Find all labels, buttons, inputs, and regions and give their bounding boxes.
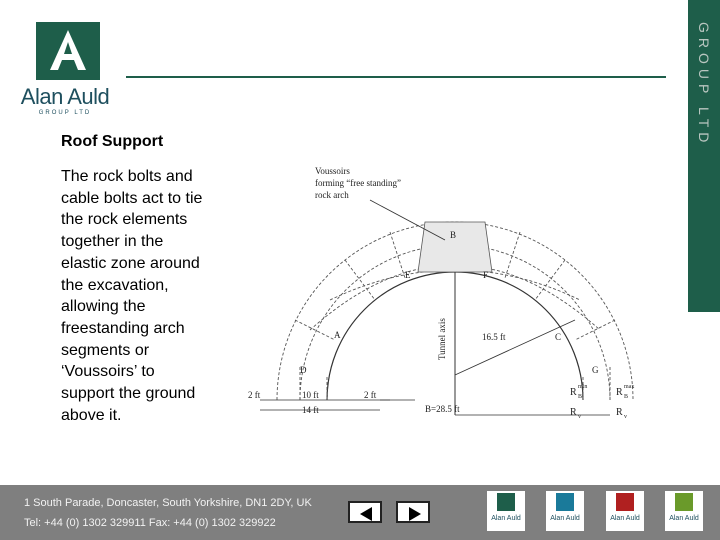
partner-logo-mark [497,493,515,511]
tunnel-axis-label: Tunnel axis [437,318,447,360]
logo-name: Alan Auld [20,84,110,109]
dim-b: B=28.5 ft [425,404,460,414]
footer-phone: Tel: +44 (0) 1302 329911 Fax: +44 (0) 1302 329922 [24,517,276,529]
company-logo [8,20,118,120]
rv-left-sub: v [578,414,581,420]
label-b: B [450,230,457,240]
partner-logo-name: Alan Auld [669,515,699,522]
rb-min-label: R [570,387,577,398]
partner-logo-mark [556,493,574,511]
voussoir-arch-diagram [240,160,680,425]
caption-line-3: rock arch [315,190,349,200]
slide-body: The rock bolts and cable bolts act to tie the rock elements together in the elastic zone around the excavation, allowing the freestanding arch segments or ‘Voussoirs’ to support the ground above it. [61,168,203,424]
partner-logo-4 [665,491,703,531]
radius-label: 16.5 ft [482,332,506,342]
label-c: C [555,332,562,342]
logo-a-icon [36,22,100,80]
label-f: F [483,270,489,280]
partner-logo-name: Alan Auld [550,515,580,522]
previous-slide-button[interactable] [348,501,382,523]
label-a: A [334,330,341,340]
rb-max-sup: max [624,384,635,390]
rb-min-sup: min [578,384,588,390]
arrow-right-icon [409,507,421,521]
partner-logo-2 [546,491,584,531]
header-rule [126,76,666,78]
footer-address: 1 South Parade, Doncaster, South Yorkshire, DN1 2DY, UK [24,497,312,509]
label-g: G [592,365,599,375]
logo-mark [36,22,100,80]
dim-14ft: 14 ft [302,405,319,415]
partner-logo-1 [487,491,525,531]
rb-max-label: R [616,387,623,398]
dim-10ft: 10 ft [302,390,319,400]
dim-2ft-right: 2 ft [364,390,377,400]
partner-logo-name: Alan Auld [610,515,640,522]
rv-right-label: R [616,407,623,418]
rb-max-sub: B [624,394,629,400]
label-d: D [300,365,307,375]
footer [0,485,720,540]
logo-tagline: GROUP LTD [38,110,92,116]
partner-logo-name: Alan Auld [491,515,521,522]
side-band [688,0,720,312]
slide-title: Roof Support [61,133,164,150]
caption-line-2: forming “free standing” [315,178,401,188]
partner-logo-mark [675,493,693,511]
caption-line-1: Voussoirs [315,166,350,176]
partner-logo-mark [616,493,634,511]
label-e: E [405,270,411,280]
partner-logo-3 [606,491,644,531]
rv-left-label: R [570,407,577,418]
side-label: GROUP LTD [696,22,712,148]
next-slide-button[interactable] [396,501,430,523]
dim-2ft-left: 2 ft [248,390,261,400]
rv-right-sub: v [624,414,627,420]
rb-min-sub: B [578,394,583,400]
arrow-left-icon [360,507,372,521]
